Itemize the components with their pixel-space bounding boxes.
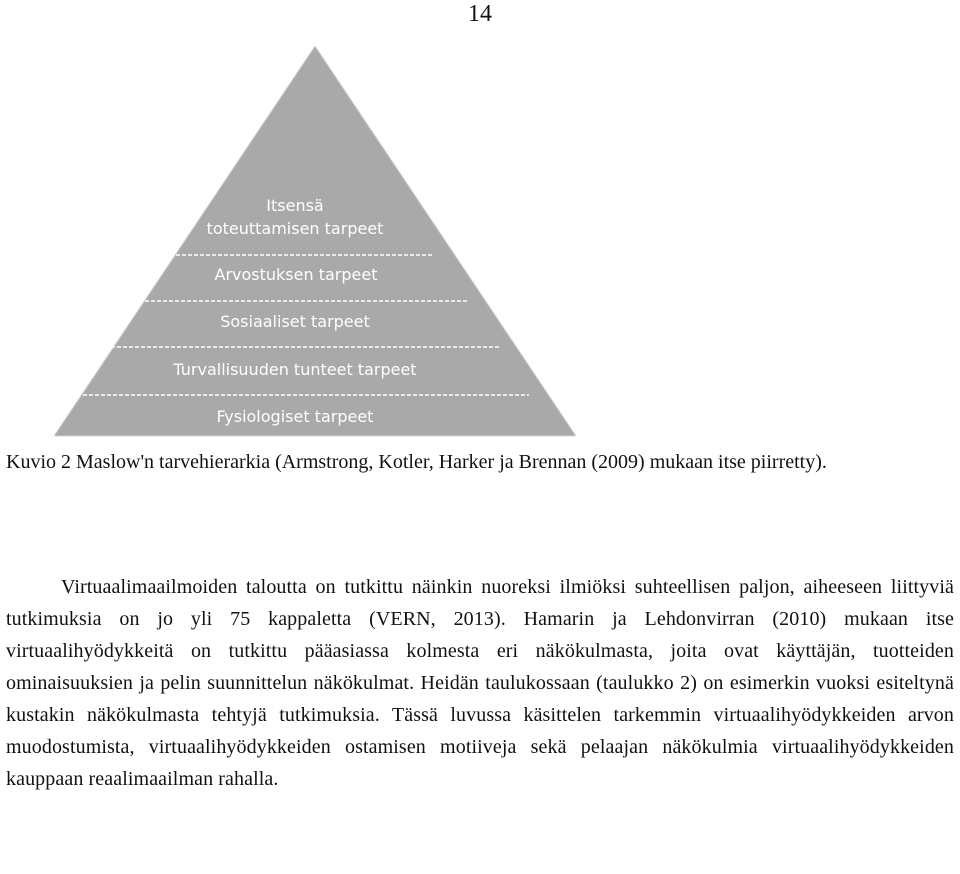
figure-caption: Kuvio 2 Maslow'n tarvehierarkia (Armstrong, Kotler, Harker ja Brennan (2009) mukaan itse piirretty). [6,451,827,473]
level-label-self-actualization-2: toteuttamisen tarpeet [206,219,384,238]
maslow-pyramid [50,40,580,440]
body-paragraph: Virtuaalimaailmoiden taloutta on tutkittu näinkin nuoreksi ilmiöksi suhteellisen paljon, aiheeseen liittyviä tutkimuksia on jo yli 75 kappaletta (VERN, 2013). Hamarin ja Lehdonvirran (2010) mukaan itse virtuaalihyödykkeitä on tutkittu pääasiassa kolmesta eri näkökulmasta, joita ovat käyttäjän, tuotteiden ominaisuuksien ja pelin suunnittelun näkökulmat. Heidän taulukossaan (taulukko 2) on esimerkin vuoksi esiteltynä kustakin näkökulmasta tehtyjä tutkimuksia. Tässä luvussa käsittelen tarkemmin virtuaalihyödykkeiden arvon muodostumista, virtuaalihyödykkeiden ostamisen motiiveja sekä pelaajan näkökulmia virtuaalihyödykkeiden kauppaan reaalimaailman rahalla. [6,576,954,790]
level-label-social: Sosiaaliset tarpeet [220,312,370,331]
level-label-esteem: Arvostuksen tarpeet [214,265,378,284]
page-number: 14 [468,1,492,27]
level-label-physiological: Fysiologiset tarpeet [216,407,374,426]
maslow-pyramid-figure [50,40,580,440]
level-label-self-actualization-1: Itsensä [266,196,324,215]
level-label-safety: Turvallisuuden tunteet tarpeet [173,360,417,379]
